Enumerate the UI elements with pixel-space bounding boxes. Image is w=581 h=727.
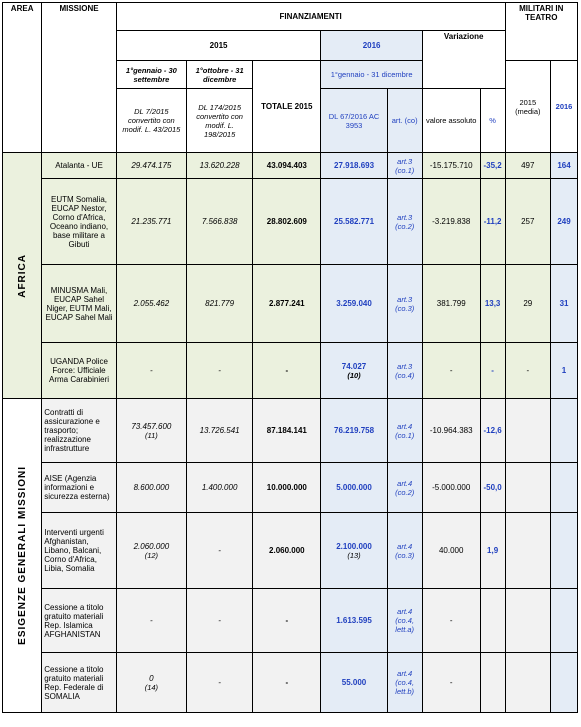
value-period1	[116, 513, 186, 589]
footnote-ref: (10)	[347, 370, 361, 380]
value-mil-2016	[551, 589, 578, 653]
value-art: art.4 (co.1)	[387, 399, 422, 463]
value-mil-2016: 164	[551, 153, 578, 179]
funding-table	[2, 2, 578, 713]
header-mil-2015: 2015 (media)	[505, 61, 550, 153]
value-variazione: -15.175.710	[422, 153, 480, 179]
value-mil-2015: 497	[505, 153, 550, 179]
header-area: AREA	[3, 3, 42, 153]
header-period-2016: 1°gennaio - 31 dicembre	[321, 61, 422, 89]
value-2016: 76.219.758	[321, 399, 387, 463]
value-totale-2015: -	[253, 589, 321, 653]
value-percent: -50,0	[480, 463, 505, 513]
value-mil-2015: 257	[505, 179, 550, 265]
footnote-ref: (11)	[144, 430, 158, 440]
header-law2: DL 174/2015 convertito con modif. L. 198/2015	[187, 89, 253, 153]
value-mil-2016	[551, 463, 578, 513]
value-2016: 25.582.771	[321, 179, 387, 265]
value-percent	[480, 589, 505, 653]
value-totale-2015: -	[253, 653, 321, 713]
value-mil-2016: 1	[551, 343, 578, 399]
value-totale-2015: 2.877.241	[253, 265, 321, 343]
value-period1	[116, 399, 186, 463]
value-period2: 13.726.541	[187, 399, 253, 463]
value-art: art.3 (co.2)	[387, 179, 422, 265]
value-percent: 1,9	[480, 513, 505, 589]
value-mil-2015	[505, 463, 550, 513]
header-2015: 2015	[116, 31, 321, 61]
header-finanziamenti: FINANZIAMENTI	[116, 3, 505, 31]
header-law-2016: DL 67/2016 AC 3953	[321, 89, 387, 153]
value-art: art.3 (co.1)	[387, 153, 422, 179]
value-period1: -	[116, 343, 186, 399]
value-2016: 1.613.595	[321, 589, 387, 653]
value-percent	[480, 653, 505, 713]
value-percent: 13,3	[480, 265, 505, 343]
value-2016: 55.000	[321, 653, 387, 713]
value-2016: 3.259.040	[321, 265, 387, 343]
header-art-co: art. (co)	[387, 89, 422, 153]
value-mil-2015: 29	[505, 265, 550, 343]
value-mil-2016	[551, 399, 578, 463]
value-variazione: -10.964.383	[422, 399, 480, 463]
value-totale-2015: 43.094.403	[253, 153, 321, 179]
footnote-ref: (12)	[144, 550, 159, 560]
value-period1: -	[116, 589, 186, 653]
value-percent: -11,2	[480, 179, 505, 265]
value-period2: 1.400.000	[187, 463, 253, 513]
value-art: art.4 (co.4, lett.b)	[387, 653, 422, 713]
mission-name: Cessione a titolo gratuito materiali Rep. Federale di SOMALIA	[42, 653, 116, 713]
footnote-ref: (14)	[144, 682, 159, 692]
value-art: art.3 (co.3)	[387, 265, 422, 343]
value-mil-2015	[505, 589, 550, 653]
value-mil-2016: 31	[551, 265, 578, 343]
header-variazione: Variazione	[422, 31, 505, 89]
value-period1-amount: 2.060.000	[133, 541, 170, 551]
value-period1	[116, 653, 186, 713]
value-period2: 7.566.838	[187, 179, 253, 265]
mission-name: AISE (Agenzia informazioni e sicurezza esterna)	[42, 463, 116, 513]
value-variazione: 40.000	[422, 513, 480, 589]
header-2016: 2016	[321, 31, 422, 61]
mission-name: Interventi urgenti Afghanistan, Libano, Balcani, Corno d'Africa, Libia, Somalia	[42, 513, 116, 589]
value-2016-amount: 2.100.000	[336, 541, 372, 551]
header-missione: MISSIONE	[42, 3, 116, 153]
value-mil-2016: 249	[551, 179, 578, 265]
header-percent: %	[480, 89, 505, 153]
value-totale-2015: 10.000.000	[253, 463, 321, 513]
value-percent: -12,6	[480, 399, 505, 463]
mission-name: Contratti di assicurazione e trasporto; realizzazione infrastrutture	[42, 399, 116, 463]
header-militari: MILITARI IN TEATRO	[505, 3, 577, 61]
value-2016: 27.918.693	[321, 153, 387, 179]
value-period1: 21.235.771	[116, 179, 186, 265]
header-totale-2015: TOTALE 2015	[253, 61, 321, 153]
value-mil-2016	[551, 653, 578, 713]
header-mil-2016: 2016	[551, 61, 578, 153]
mission-name: EUTM Somalia, EUCAP Nestor, Corno d'Africa, Oceano indiano, base militare a Gibuti	[42, 179, 116, 265]
value-period1-amount: 73.457.600	[131, 421, 172, 431]
value-mil-2015: -	[505, 343, 550, 399]
value-period1: 2.055.462	[116, 265, 186, 343]
footnote-ref: (13)	[347, 550, 361, 560]
header-valore-assoluto: valore assoluto	[422, 89, 480, 153]
value-mil-2016	[551, 513, 578, 589]
value-variazione: 381.799	[422, 265, 480, 343]
value-period1: 8.600.000	[116, 463, 186, 513]
value-art: art.4 (co.3)	[387, 513, 422, 589]
mission-name: Cessione a titolo gratuito materiali Rep. Islamica AFGHANISTAN	[42, 589, 116, 653]
header-period2: 1°ottobre - 31 dicembre	[187, 61, 253, 89]
value-totale-2015: 2.060.000	[253, 513, 321, 589]
value-2016	[321, 513, 387, 589]
area-africa	[3, 153, 42, 399]
value-variazione: -5.000.000	[422, 463, 480, 513]
value-percent: -35,2	[480, 153, 505, 179]
value-period1-amount: 0	[149, 673, 154, 683]
value-variazione: -	[422, 589, 480, 653]
value-art: art.4 (co.4, lett.a)	[387, 589, 422, 653]
area-esigenze-label: ESIGENZE GENERALI MISSIONI	[16, 466, 28, 645]
area-esigenze	[3, 399, 42, 713]
value-totale-2015: -	[253, 343, 321, 399]
value-art: art.3 (co.4)	[387, 343, 422, 399]
header-law1: DL 7/2015 convertito con modif. L. 43/2015	[116, 89, 186, 153]
mission-name: MINUSMA Mali, EUCAP Sahel Niger, EUTM Mali, EUCAP Sahel Mali	[42, 265, 116, 343]
value-variazione: -3.219.838	[422, 179, 480, 265]
value-period2: -	[187, 343, 253, 399]
area-africa-label: AFRICA	[16, 253, 28, 298]
mission-name: UGANDA Police Force: Ufficiale Arma Carabinieri	[42, 343, 116, 399]
value-period2: -	[187, 589, 253, 653]
value-period1: 29.474.175	[116, 153, 186, 179]
value-totale-2015: 87.184.141	[253, 399, 321, 463]
value-variazione: -	[422, 343, 480, 399]
value-mil-2015	[505, 399, 550, 463]
value-period2: 13.620.228	[187, 153, 253, 179]
value-mil-2015	[505, 653, 550, 713]
value-period2: -	[187, 513, 253, 589]
value-2016	[321, 343, 387, 399]
value-art: art.4 (co.2)	[387, 463, 422, 513]
value-variazione: -	[422, 653, 480, 713]
value-period2: 821.779	[187, 265, 253, 343]
value-2016: 5.000.000	[321, 463, 387, 513]
mission-name: Atalanta - UE	[42, 153, 116, 179]
header-period1: 1°gennaio - 30 settembre	[116, 61, 186, 89]
value-period2: -	[187, 653, 253, 713]
value-percent: -	[480, 343, 505, 399]
value-2016-amount: 74.027	[341, 361, 367, 371]
value-mil-2015	[505, 513, 550, 589]
value-totale-2015: 28.802.609	[253, 179, 321, 265]
